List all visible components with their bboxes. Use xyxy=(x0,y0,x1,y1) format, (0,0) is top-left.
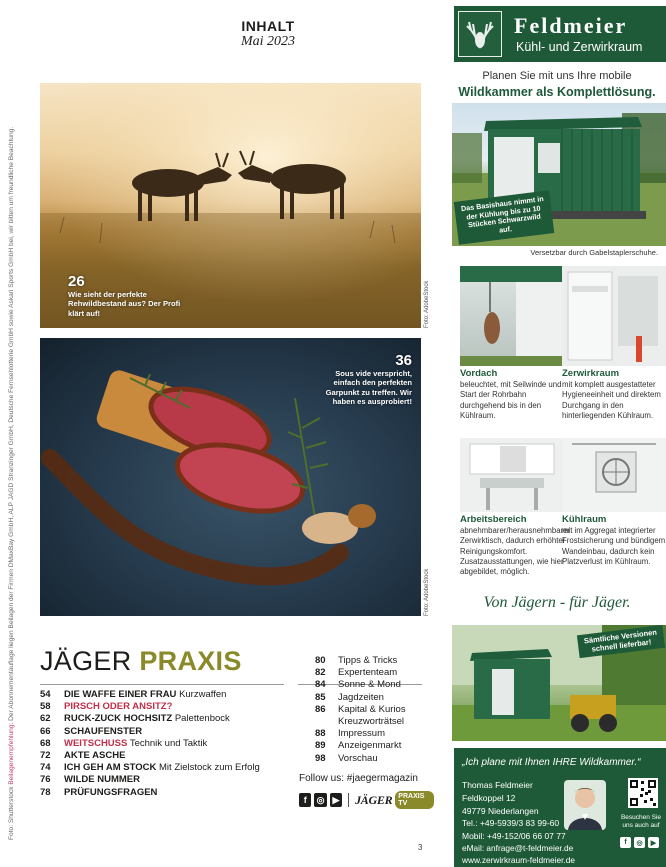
toc-page: 82 xyxy=(315,667,326,679)
toc-title: ICH GEH AM STOCK xyxy=(64,762,157,774)
food-caption xyxy=(320,352,412,407)
toc-subtitle: Kurzwaffen xyxy=(179,689,227,700)
toc-subtitle: Palettenbock xyxy=(174,713,230,725)
toc-title: RUCK-ZUCK HOCHSITZ xyxy=(64,713,173,725)
ad-visit-label: Besuchen Sie uns auch auf xyxy=(620,814,662,829)
toc-item[interactable] xyxy=(40,713,290,725)
issue-date: Mai 2023 xyxy=(240,34,296,49)
feature-text-zerwirkraum: mit komplett ausgestatteter Hygieneeinheit und direktem Durchgang in den hinterliegenden Kühlraum. xyxy=(562,380,661,420)
feature-text-arbeitsbereich: abnehmbarer/herausnehmbarer Zerwirktisch, dadurch erhöhter Reinigungskomfort. Zusatzausstattungen, wie hier abgebildet, möglich. xyxy=(460,526,571,577)
toc-item[interactable] xyxy=(40,750,290,762)
toc-item[interactable] xyxy=(40,701,290,713)
hero-caption: Versetzbar durch Gabelstaplerschuhe. xyxy=(530,248,658,257)
toc-item[interactable] xyxy=(315,728,425,740)
toc-title: Tipps & Tricks xyxy=(338,655,398,666)
praxis-tv-logo[interactable]: PRAXIS TV xyxy=(395,791,434,809)
social-separator xyxy=(348,793,349,807)
toc-item[interactable] xyxy=(315,704,425,716)
food-photo[interactable] xyxy=(40,338,421,616)
feature-title-zerwirkraum: Zerwirkraum xyxy=(562,368,620,379)
feature-title-arbeitsbereich: Arbeitsbereich xyxy=(460,514,527,525)
toc-page: 85 xyxy=(315,691,326,703)
contents-header xyxy=(228,18,308,50)
toc-subtitle: Mit Zielstock zum Erfolg xyxy=(159,762,260,774)
instagram-icon[interactable]: ◎ xyxy=(634,837,645,848)
toc-item[interactable] xyxy=(315,679,425,691)
toc-title: DIE WAFFE EINER FRAU xyxy=(64,689,177,700)
toc-item[interactable] xyxy=(40,787,290,799)
contact-mobil[interactable]: Mobil: +49-152/06 66 07 77 xyxy=(462,831,566,842)
follow-label: Follow us: xyxy=(299,773,345,784)
feature-title-vordach: Vordach xyxy=(460,368,498,379)
toc-item[interactable] xyxy=(40,726,290,738)
toc-page: 62 xyxy=(40,713,51,725)
toc-title: SCHAUFENSTER xyxy=(64,725,143,737)
zerwirkraum-image xyxy=(562,266,666,366)
toc-title: Expertenteam xyxy=(338,667,398,679)
deer-photo[interactable] xyxy=(40,83,421,328)
ad-tagline-1: Planen Sie mit uns Ihre mobile xyxy=(482,70,632,82)
ad-quote: „Ich plane mit Ihnen IHRE Wildkammer.“ xyxy=(462,757,641,768)
toc-page: 89 xyxy=(315,740,326,752)
toc-item[interactable] xyxy=(315,753,425,765)
side-credit-highlight: Beilagenempfehlung: xyxy=(8,722,15,785)
deer-caption xyxy=(68,273,188,318)
ad-contact-panel xyxy=(454,748,666,867)
contact-name: Thomas Feldmeier xyxy=(462,780,533,790)
jaeger-logo[interactable]: JÄGER xyxy=(355,792,393,807)
toc-page: 54 xyxy=(40,689,51,700)
ad-social-icons xyxy=(620,837,659,848)
toc-page: 86 xyxy=(315,703,326,715)
contact-city: 49779 Niederlangen xyxy=(462,805,539,816)
deer-caption-text: Wie sieht der perfekte Rehwildbestand aus? Der Profi klärt auf! xyxy=(68,290,181,318)
deer-head-icon xyxy=(458,11,502,57)
toc-page: 58 xyxy=(40,701,51,713)
delivery-badge: Sämtliche Versionen schnell lieferbar! xyxy=(577,625,665,659)
deer-page-number: 26 xyxy=(68,273,85,290)
facebook-icon[interactable]: f xyxy=(299,793,311,807)
toc-page: 80 xyxy=(315,655,326,666)
page-number: 3 xyxy=(418,843,423,852)
contact-email[interactable]: eMail: anfrage@t-feldmeier.de xyxy=(462,843,574,853)
toc-page: 72 xyxy=(40,750,51,762)
wildkammer-hero-image xyxy=(452,103,666,246)
toc-title: Anzeigenmarkt xyxy=(338,740,402,752)
toc-list-main xyxy=(40,689,290,799)
ad-header xyxy=(454,6,666,62)
toc-subtitle: Technik und Taktik xyxy=(129,737,208,749)
section-title-word1: JÄGER xyxy=(40,646,132,676)
toc-page: 78 xyxy=(40,786,51,798)
ad-online-contact xyxy=(462,843,575,866)
hero-badge: Das Basishaus nimmt in der Kühlung bis zu 10 Stücken Schwarzwild auf. xyxy=(454,190,554,244)
toc-title: WILDE NUMMER xyxy=(64,774,140,786)
feature-title-kuehlraum: Kühlraum xyxy=(562,514,607,525)
contact-tel[interactable]: Tel.: +49-5939/3 83 99-60 xyxy=(462,818,560,829)
toc-item[interactable] xyxy=(315,692,425,704)
toc-title: Vorschau xyxy=(338,752,378,764)
contact-avatar xyxy=(564,780,606,830)
feature-text-kuehlraum: mit im Aggregat integrierter Frostsicherung und bündigem Wandeinbau, dadurch kein Platzverlust im Kühlraum. xyxy=(562,526,666,566)
food-photo-credit: Foto: AdobeStock xyxy=(424,568,430,616)
toc-page: 74 xyxy=(40,762,51,774)
contents-title: INHALT xyxy=(241,18,295,34)
side-credit-prefix: Foto: Shutterstock xyxy=(8,786,15,840)
toc-title: WEITSCHUSS xyxy=(64,737,128,749)
facebook-icon[interactable]: f xyxy=(620,837,631,848)
vordach-illustration xyxy=(460,266,564,366)
toc-item[interactable] xyxy=(40,774,290,786)
toc-page: 98 xyxy=(315,752,326,764)
ad-brand-name: Feldmeier xyxy=(514,13,628,38)
toc-item[interactable] xyxy=(315,740,425,752)
toc-item[interactable] xyxy=(40,762,290,774)
follow-handle[interactable]: #jaegermagazin xyxy=(346,773,418,784)
side-credit xyxy=(8,110,15,840)
toc-title: PRÜFUNGSFRAGEN xyxy=(64,786,158,798)
toc-page: 66 xyxy=(40,725,51,737)
toc-page: 68 xyxy=(40,737,51,749)
toc-item[interactable] xyxy=(40,738,290,750)
toc-page: 84 xyxy=(315,679,326,691)
feldmeier-advertisement[interactable] xyxy=(448,0,666,867)
arbeitsbereich-image xyxy=(460,438,564,512)
zerwirkraum-illustration xyxy=(562,266,666,366)
deer-photo-credit: Foto: AdobeStock xyxy=(424,280,430,328)
kuehlraum-image xyxy=(562,438,666,512)
toc-item[interactable] xyxy=(315,655,425,667)
feature-text-vordach: beleuchtet, mit Seilwinde und Start der Rohrbahn durchgehend bis in den Kühlraum. xyxy=(460,380,562,420)
ad-tagline-2: Wildkammer als Komplettlösung. xyxy=(458,85,656,99)
kuehlraum-illustration xyxy=(562,438,666,512)
toc-item[interactable] xyxy=(40,689,290,701)
food-caption-text: Sous vide verspricht, einfach den perfekten Garpunkt zu treffen. Wir haben es ausprobiert! xyxy=(325,369,412,407)
instagram-icon[interactable]: ◎ xyxy=(314,793,326,807)
toc-title: Sonne & Mond xyxy=(338,679,401,691)
toc-title: Impressum xyxy=(338,728,385,740)
follow-us xyxy=(299,773,418,784)
youtube-icon[interactable]: ▶ xyxy=(330,793,342,807)
section-title xyxy=(40,646,242,677)
toc-title: PIRSCH ODER ANSITZ? xyxy=(64,701,173,713)
toc-list-secondary xyxy=(315,655,425,765)
toc-item[interactable] xyxy=(315,716,425,728)
toc-item[interactable] xyxy=(315,667,425,679)
toc-title: AKTE ASCHE xyxy=(64,750,126,762)
youtube-icon[interactable]: ▶ xyxy=(648,837,659,848)
toc-title: Kreuzworträtsel xyxy=(338,716,404,728)
ad-brand-subtitle: Kühl- und Zerwirkraum xyxy=(516,40,643,54)
toc-title: Kapital & Kurios xyxy=(338,703,406,715)
toc-page: 88 xyxy=(315,728,326,740)
ad-contact-details xyxy=(462,779,566,843)
social-links xyxy=(299,792,434,808)
ad-signature: Von Jägern - für Jäger. xyxy=(483,594,631,611)
divider-left xyxy=(40,684,284,685)
toc-page: 76 xyxy=(40,774,51,786)
side-credit-text: Der Abonnementauflage liegen Beilagen der Firmen DMaxBay GmbH, ALP JAGD Stranzinger GmbH, Deutsche Fernsehlotterie GmbH sowie Askari Sports GmbH bei, wir bitten um freundliche Beachtung. xyxy=(8,126,15,721)
contact-web[interactable]: www.zerwirkraum-feldmeier.de xyxy=(462,854,575,865)
toc-title: Jagdzeiten xyxy=(338,691,384,703)
vordach-image xyxy=(460,266,564,366)
arbeitsbereich-illustration xyxy=(460,438,564,512)
qr-code[interactable] xyxy=(628,778,658,808)
section-title-word2: PRAXIS xyxy=(139,646,242,676)
contact-street: Feldkoppel 12 xyxy=(462,792,516,803)
food-page-number: 36 xyxy=(395,352,412,369)
